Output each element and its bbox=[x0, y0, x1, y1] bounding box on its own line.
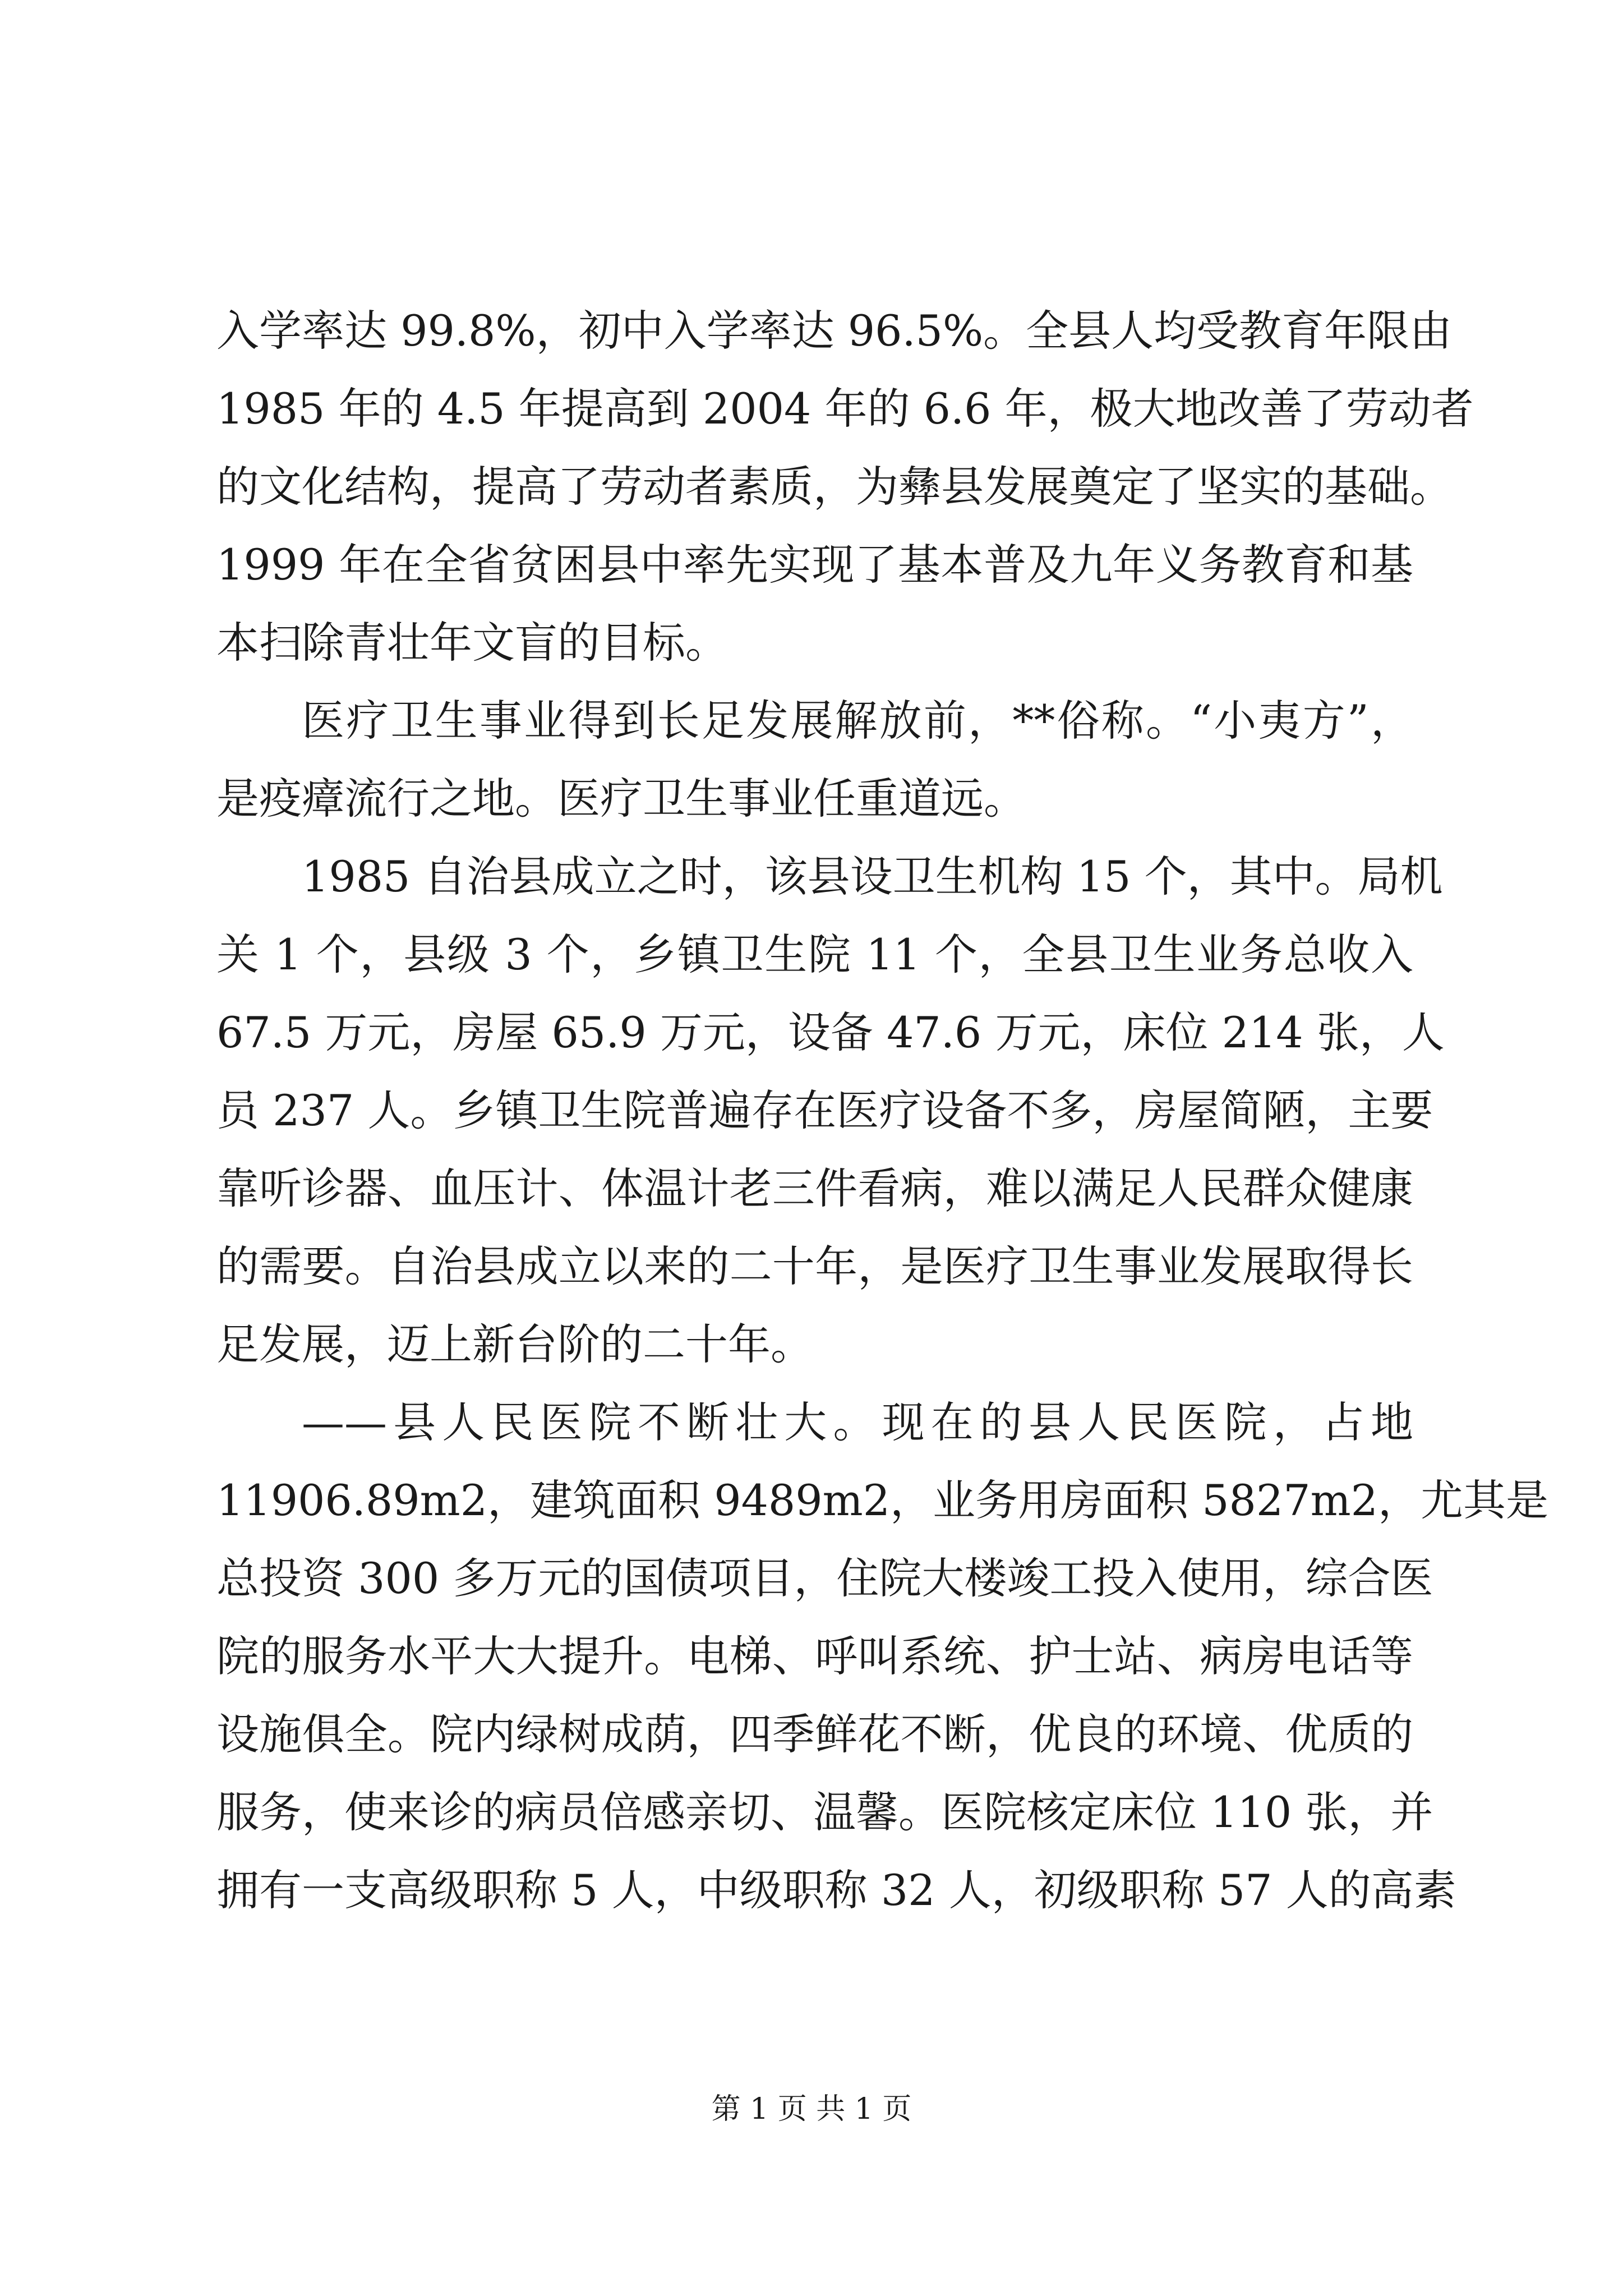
paragraph-education bbox=[216, 292, 1474, 682]
text-line: 总投资 300 多万元的国债项目，住院大楼竣工投入使用，综合医 bbox=[216, 1553, 1433, 1603]
text-line: 关 1 个，县级 3 个，乡镇卫生院 11 个，全县卫生业务总收入 bbox=[216, 930, 1413, 979]
paragraph-county-hospital bbox=[216, 1383, 1549, 1929]
paragraph-medical-intro bbox=[216, 682, 1413, 838]
text-line: 拥有一支高级职称 5 人，中级职称 32 人，初级职称 57 人的高素 bbox=[216, 1865, 1456, 1915]
text-line: 足发展，迈上新台阶的二十年。 bbox=[216, 1319, 813, 1369]
text-line: 11906.89m2，建筑面积 9489m2，业务用房面积 5827m2，尤其是 bbox=[216, 1475, 1549, 1525]
text-line: 设施俱全。院内绿树成荫，四季鲜花不断，优良的环境、优质的 bbox=[216, 1709, 1413, 1759]
text-line: 是疫瘴流行之地。医疗卫生事业任重道远。 bbox=[216, 774, 1026, 823]
text-line: 本扫除青壮年文盲的目标。 bbox=[216, 618, 728, 668]
text-line: 员 237 人。乡镇卫生院普遍存在医疗设备不多，房屋简陋，主要 bbox=[216, 1085, 1433, 1135]
text-line: 院的服务水平大大提升。电梯、呼叫系统、护士站、病房电话等 bbox=[216, 1631, 1413, 1681]
text-line: 服务，使来诊的病员倍感亲切、温馨。医院核定床位 110 张，并 bbox=[216, 1787, 1433, 1837]
text-line: 1985 年的 4.5 年提高到 2004 年的 6.6 年，极大地改善了劳动者 bbox=[216, 384, 1474, 434]
page-number-label: 第 1 页 共 1 页 bbox=[711, 2092, 912, 2126]
page-footer bbox=[0, 2087, 1623, 2132]
text-line: 入学率达 99.8%，初中入学率达 96.5%。全县人均受教育年限由 bbox=[216, 306, 1453, 356]
text-line: 的文化结构，提高了劳动者素质，为彝县发展奠定了坚实的基础。 bbox=[216, 462, 1453, 512]
text-line: 医疗卫生事业得到长足发展解放前，**俗称。“小夷方”， bbox=[302, 696, 1413, 746]
document-body bbox=[216, 292, 1549, 1929]
paragraph-1985-health bbox=[216, 838, 1445, 1383]
text-line: 1999 年在全省贫困县中率先实现了基本普及九年义务教育和基 bbox=[216, 540, 1413, 590]
text-line: ——县人民医院不断壮大。现在的县人民医院，占地 bbox=[302, 1397, 1413, 1447]
text-line: 靠听诊器、血压计、体温计老三件看病，难以满足人民群众健康 bbox=[216, 1163, 1413, 1213]
text-line: 的需要。自治县成立以来的二十年，是医疗卫生事业发展取得长 bbox=[216, 1241, 1413, 1291]
text-line: 67.5 万元，房屋 65.9 万元，设备 47.6 万元，床位 214 张，人 bbox=[216, 1007, 1445, 1057]
text-line: 1985 自治县成立之时，该县设卫生机构 15 个，其中。局机 bbox=[302, 852, 1443, 901]
